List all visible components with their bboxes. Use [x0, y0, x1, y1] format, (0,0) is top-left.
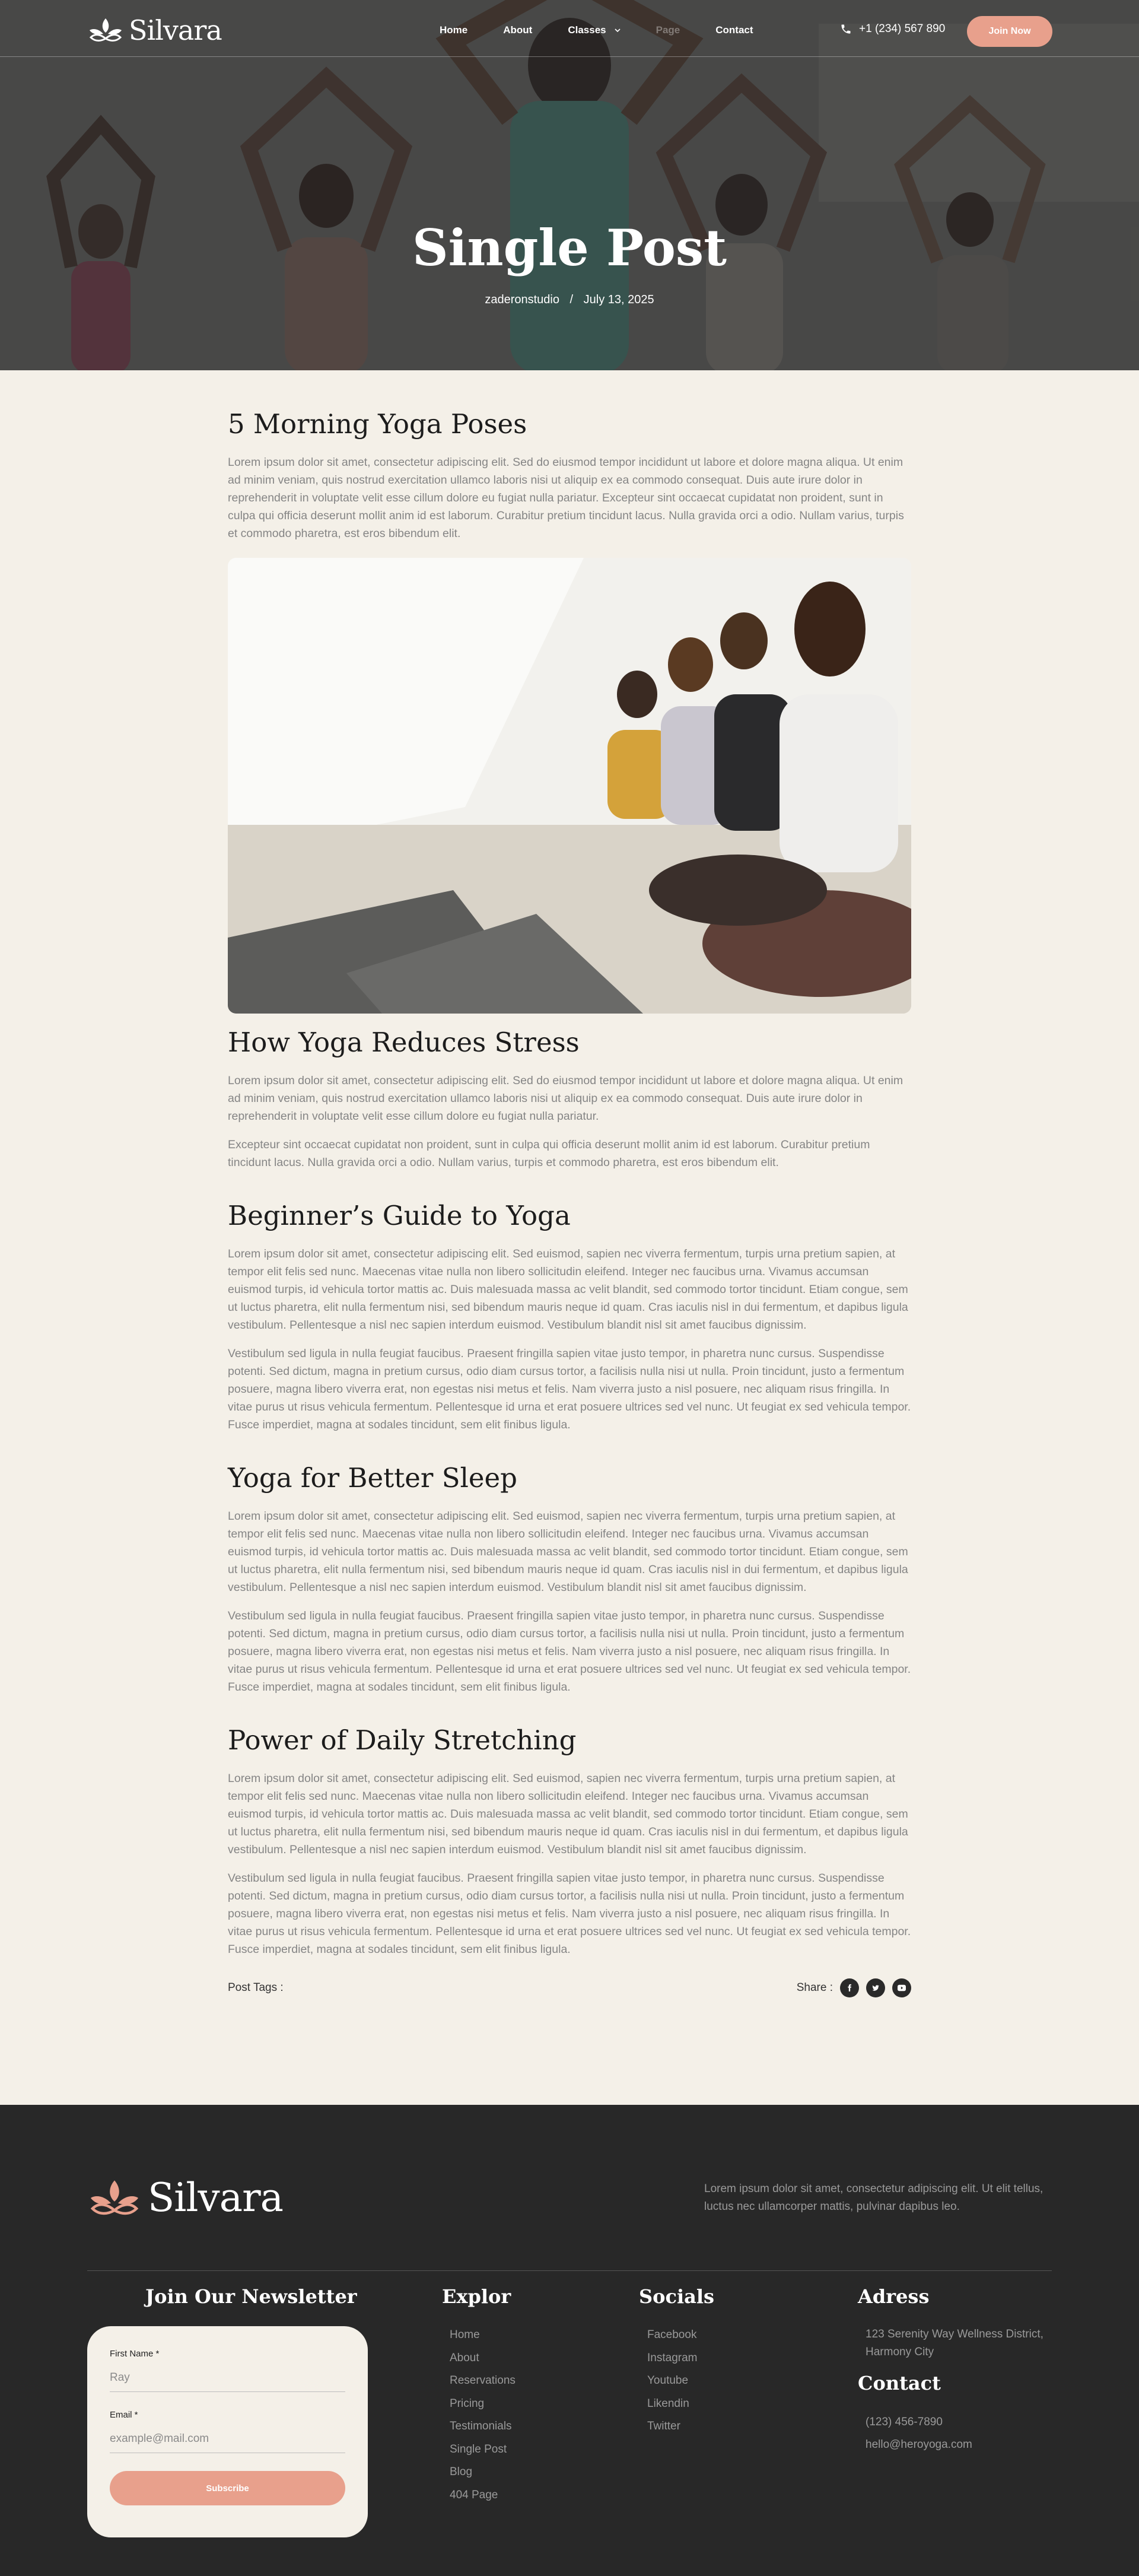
contact-email[interactable]: hello@heroyoga.com — [866, 2438, 972, 2451]
social-link-twitter[interactable]: Twitter — [647, 2420, 680, 2432]
socials-title: Socials — [639, 2285, 714, 2308]
newsletter-form — [87, 2326, 368, 2537]
social-link-linkedin[interactable]: Likendin — [647, 2397, 689, 2410]
newsletter-title: Join Our Newsletter — [145, 2285, 357, 2308]
logo-text: Silvara — [129, 14, 222, 46]
nav-page[interactable] — [656, 24, 680, 36]
post-meta — [0, 293, 1139, 307]
explore-title: Explor — [442, 2285, 511, 2308]
social-link-instagram[interactable]: Instagram — [647, 2351, 698, 2364]
section-heading: How Yoga Reduces Stress — [228, 1027, 580, 1058]
twitter-icon[interactable] — [866, 1978, 885, 1997]
share-bar — [797, 1978, 911, 1997]
section-stretching — [228, 1724, 911, 1958]
site-footer — [0, 2105, 1139, 2576]
explore-links — [450, 2324, 516, 2507]
first-name-field[interactable] — [110, 2364, 345, 2392]
top-navigation — [0, 0, 1139, 57]
section-stress — [228, 1027, 911, 1171]
social-links — [647, 2324, 697, 2438]
nav-contact[interactable] — [715, 24, 753, 36]
yoga-class-photo — [228, 558, 911, 1014]
footer-link-404[interactable]: 404 Page — [450, 2488, 498, 2501]
nav-page-label: Page — [656, 24, 680, 36]
section-heading: Beginner’s Guide to Yoga — [228, 1200, 571, 1231]
social-link-facebook[interactable]: Facebook — [647, 2329, 697, 2341]
facebook-icon[interactable] — [840, 1978, 859, 1997]
subscribe-button[interactable]: Subscribe — [110, 2471, 345, 2505]
section-sleep — [228, 1462, 911, 1696]
footer-logo[interactable] — [87, 2175, 283, 2221]
address-title: Adress — [858, 2285, 930, 2308]
nav-classes-label: Classes — [568, 24, 606, 36]
post-tags-label: Post Tags : — [228, 1981, 284, 1994]
contact-phone[interactable]: (123) 456-7890 — [866, 2416, 943, 2428]
section-paragraph: Vestibulum sed ligula in nulla feugiat faucibus. Praesent fringilla sapien vitae justo tempor, in pharetra nunc cursus. Suspendisse potenti. Sed dictum, magna in pretium cursus, odio diam cursus tortor, a facilisis nulla nisi ut nulla. Proin tincidunt, justo a fermentum posuere, magna libero viverra erat, non egestas nisi metus et felis. Nam viverra justo a nisl posuere, nec aliquam risus fringilla. In vitae purus ut risus vehicula fermentum. Pellentesque id urna et erat posuere ultrices sed vel nunc. Ut feugiat ex sed vehicula tempor. Fusce imperdiet, magna at sodales tincidunt, sem elit finibus ligula. — [228, 1609, 911, 1694]
section-paragraph: Vestibulum sed ligula in nulla feugiat faucibus. Praesent fringilla sapien vitae justo tempor, in pharetra nunc cursus. Suspendisse potenti. Sed dictum, magna in pretium cursus, odio diam cursus tortor, a facilisis nulla nisi ut nulla. Proin tincidunt, justo a fermentum posuere, magna libero viverra erat, non egestas nisi metus et felis. Nam viverra justo a nisl posuere, nec aliquam risus fringilla. In vitae purus ut risus vehicula fermentum. Pellentesque id urna et erat posuere ultrices sed vel nunc. Ut feugiat ex sed vehicula tempor. Fusce imperdiet, magna at sodales tincidunt, sem elit finibus ligula. — [228, 1872, 911, 1956]
nav-classes[interactable] — [568, 24, 620, 36]
nav-home-label: Home — [440, 24, 468, 36]
youtube-icon[interactable] — [892, 1978, 911, 1997]
footer-divider — [87, 2270, 1052, 2271]
section-paragraph: Lorem ipsum dolor sit amet, consectetur adipiscing elit. Sed euismod, sapien nec viverra fermentum, turpis urna pretium sapien, at tempor elit felis sed nunc. Maecenas vitae nulla non libero sollicitudin eleifend. Integer nec faucibus urna. Vivamus accumsan euismod turpis, id vehicula tortor mattis ac. Duis malesuada massa ac velit blandit, sed commodo tortor tincidunt. Etiam congue, sem ut luctus pharetra, elit nulla fermentum nisi, sed bibendum mauris neque id quam. Cras iaculis nisl in dui fermentum, et dapibus ligula vestibulum. Pellentesque a nisl nec sapien interdum euismod. Vestibulum blandit nisl sit amet faucibus dignissim. — [228, 1247, 908, 1332]
nav-about-label: About — [503, 24, 533, 36]
footer-link-testimonials[interactable]: Testimonials — [450, 2420, 512, 2432]
header-phone-text: +1 (234) 567 890 — [859, 23, 946, 35]
footer-link-reservations[interactable]: Reservations — [450, 2374, 516, 2387]
post-author[interactable]: zaderonstudio — [485, 293, 559, 306]
email-label: Email * — [110, 2410, 138, 2420]
nav-contact-label: Contact — [715, 24, 753, 36]
footer-link-blog[interactable]: Blog — [450, 2466, 473, 2478]
section-paragraph: Lorem ipsum dolor sit amet, consectetur adipiscing elit. Sed euismod, sapien nec viverra fermentum, turpis urna pretium sapien, at tempor elit felis sed nunc. Maecenas vitae nulla non libero sollicitudin eleifend. Integer nec faucibus urna. Vivamus accumsan euismod turpis, id vehicula tortor mattis ac. Duis malesuada massa ac velit blandit, sed commodo tortor tincidunt. Etiam congue, sem ut luctus pharetra, elit nulla fermentum nisi, sed bibendum mauris neque id quam. Cras iaculis nisl in dui fermentum, et dapibus ligula vestibulum. Pellentesque a nisl nec sapien interdum euismod. Vestibulum blandit nisl sit amet faucibus dignissim. — [228, 1510, 908, 1594]
section-heading: Power of Daily Stretching — [228, 1724, 577, 1756]
join-now-button[interactable]: Join Now — [967, 16, 1052, 47]
post-footer-row — [228, 1976, 911, 2000]
footer-link-single-post[interactable]: Single Post — [450, 2442, 507, 2456]
section-beginners — [228, 1200, 911, 1434]
section-heading: Yoga for Better Sleep — [228, 1462, 517, 1494]
address-text: 123 Serenity Way Wellness District, Harmony City — [866, 2328, 1043, 2358]
section-paragraph: Lorem ipsum dolor sit amet, consectetur adipiscing elit. Sed do eiusmod tempor incididunt ut labore et dolore magna aliqua. Ut enim ad minim veniam, quis nostrud exercitation ullamco laboris nisi ut aliquip ex ea commodo consequat. Duis aute irure dolor in reprehenderit in voluptate velit esse cillum dolore eu fugiat nulla pariatur. — [228, 1074, 903, 1123]
footer-link-about[interactable]: About — [450, 2351, 479, 2364]
article-image — [228, 558, 911, 1014]
section-paragraph: Excepteur sint occaecat cupidatat non proident, sunt in culpa qui officia deserunt mollit anim id est laborum. Curabitur pretium tincidunt lacus. Nulla gravida orci a odio. Nullam varius, turpis et commodo pharetra, est eros bibendum elit. — [228, 1138, 870, 1169]
lotus-logo-icon — [87, 2177, 142, 2219]
footer-logo-text: Silvara — [148, 2175, 283, 2221]
nav-about[interactable] — [503, 24, 532, 36]
post-date: July 13, 2025 — [583, 293, 654, 306]
first-name-label: First Name * — [110, 2349, 160, 2359]
intro-paragraph: Lorem ipsum dolor sit amet, consectetur adipiscing elit. Sed do eiusmod tempor incididunt ut labore et dolore magna aliqua. Ut enim ad minim veniam, quis nostrud exercitation ullamco laboris nisi ut aliquip ex ea commodo consequat. Duis aute irure dolor in reprehenderit in voluptate velit esse cillum dolore eu fugiat nulla pariatur. Excepteur sint occaecat cupidatat non proident, sunt in culpa qui officia deserunt mollit anim id est laborum. Curabitur pretium tincidunt lacus. Nulla gravida orci a odio. Nullam varius, turpis et commodo pharetra, est eros bibendum elit. — [228, 456, 904, 540]
nav-home[interactable] — [440, 24, 467, 36]
section-paragraph: Lorem ipsum dolor sit amet, consectetur adipiscing elit. Sed euismod, sapien nec viverra fermentum, turpis urna pretium sapien, at tempor elit felis sed nunc. Maecenas vitae nulla non libero sollicitudin eleifend. Integer nec faucibus urna. Vivamus accumsan euismod turpis, id vehicula tortor mattis ac. Duis malesuada massa ac velit blandit, sed commodo tortor tincidunt. Etiam congue, sem ut luctus pharetra, elit nulla fermentum nisi, sed bibendum mauris neque id quam. Cras iaculis nisl in dui fermentum, et dapibus ligula vestibulum. Pellentesque a nisl nec sapien interdum euismod. Vestibulum blandit nisl sit amet faucibus dignissim. — [228, 1772, 908, 1856]
contact-title: Contact — [858, 2372, 941, 2394]
footer-link-pricing[interactable]: Pricing — [450, 2397, 485, 2410]
phone-icon — [840, 23, 852, 35]
intro-heading: 5 Morning Yoga Poses — [228, 408, 527, 440]
chevron-down-icon — [615, 28, 621, 32]
meta-separator: / — [570, 293, 574, 306]
page-title: Single Post — [412, 218, 727, 277]
share-label: Share : — [796, 1981, 833, 1994]
site-logo[interactable] — [87, 14, 222, 46]
hero-banner — [0, 0, 1139, 370]
lotus-logo-icon — [87, 17, 124, 43]
section-paragraph: Vestibulum sed ligula in nulla feugiat faucibus. Praesent fringilla sapien vitae justo tempor, in pharetra nunc cursus. Suspendisse potenti. Sed dictum, magna in pretium cursus, odio diam cursus tortor, a facilisis nulla nisi ut nulla. Proin tincidunt, justo a fermentum posuere, magna libero viverra erat, non egestas nisi metus et felis. Nam viverra justo a nisl posuere, nec aliquam risus fringilla. In vitae purus ut risus vehicula fermentum. Pellentesque id urna et erat posuere ultrices sed vel nunc. Ut feugiat ex sed vehicula tempor. Fusce imperdiet, magna at sodales tincidunt, sem elit finibus ligula. — [228, 1347, 911, 1431]
footer-link-home[interactable]: Home — [450, 2329, 480, 2341]
social-link-youtube[interactable]: Youtube — [647, 2374, 689, 2387]
header-phone[interactable] — [840, 23, 945, 36]
main-menu — [440, 24, 789, 36]
article-body — [228, 370, 911, 2000]
email-field[interactable] — [110, 2425, 345, 2453]
footer-description: Lorem ipsum dolor sit amet, consectetur adipiscing elit. Ut elit tellus, luctus nec ullamcorper mattis, pulvinar dapibus leo. — [704, 2183, 1043, 2213]
